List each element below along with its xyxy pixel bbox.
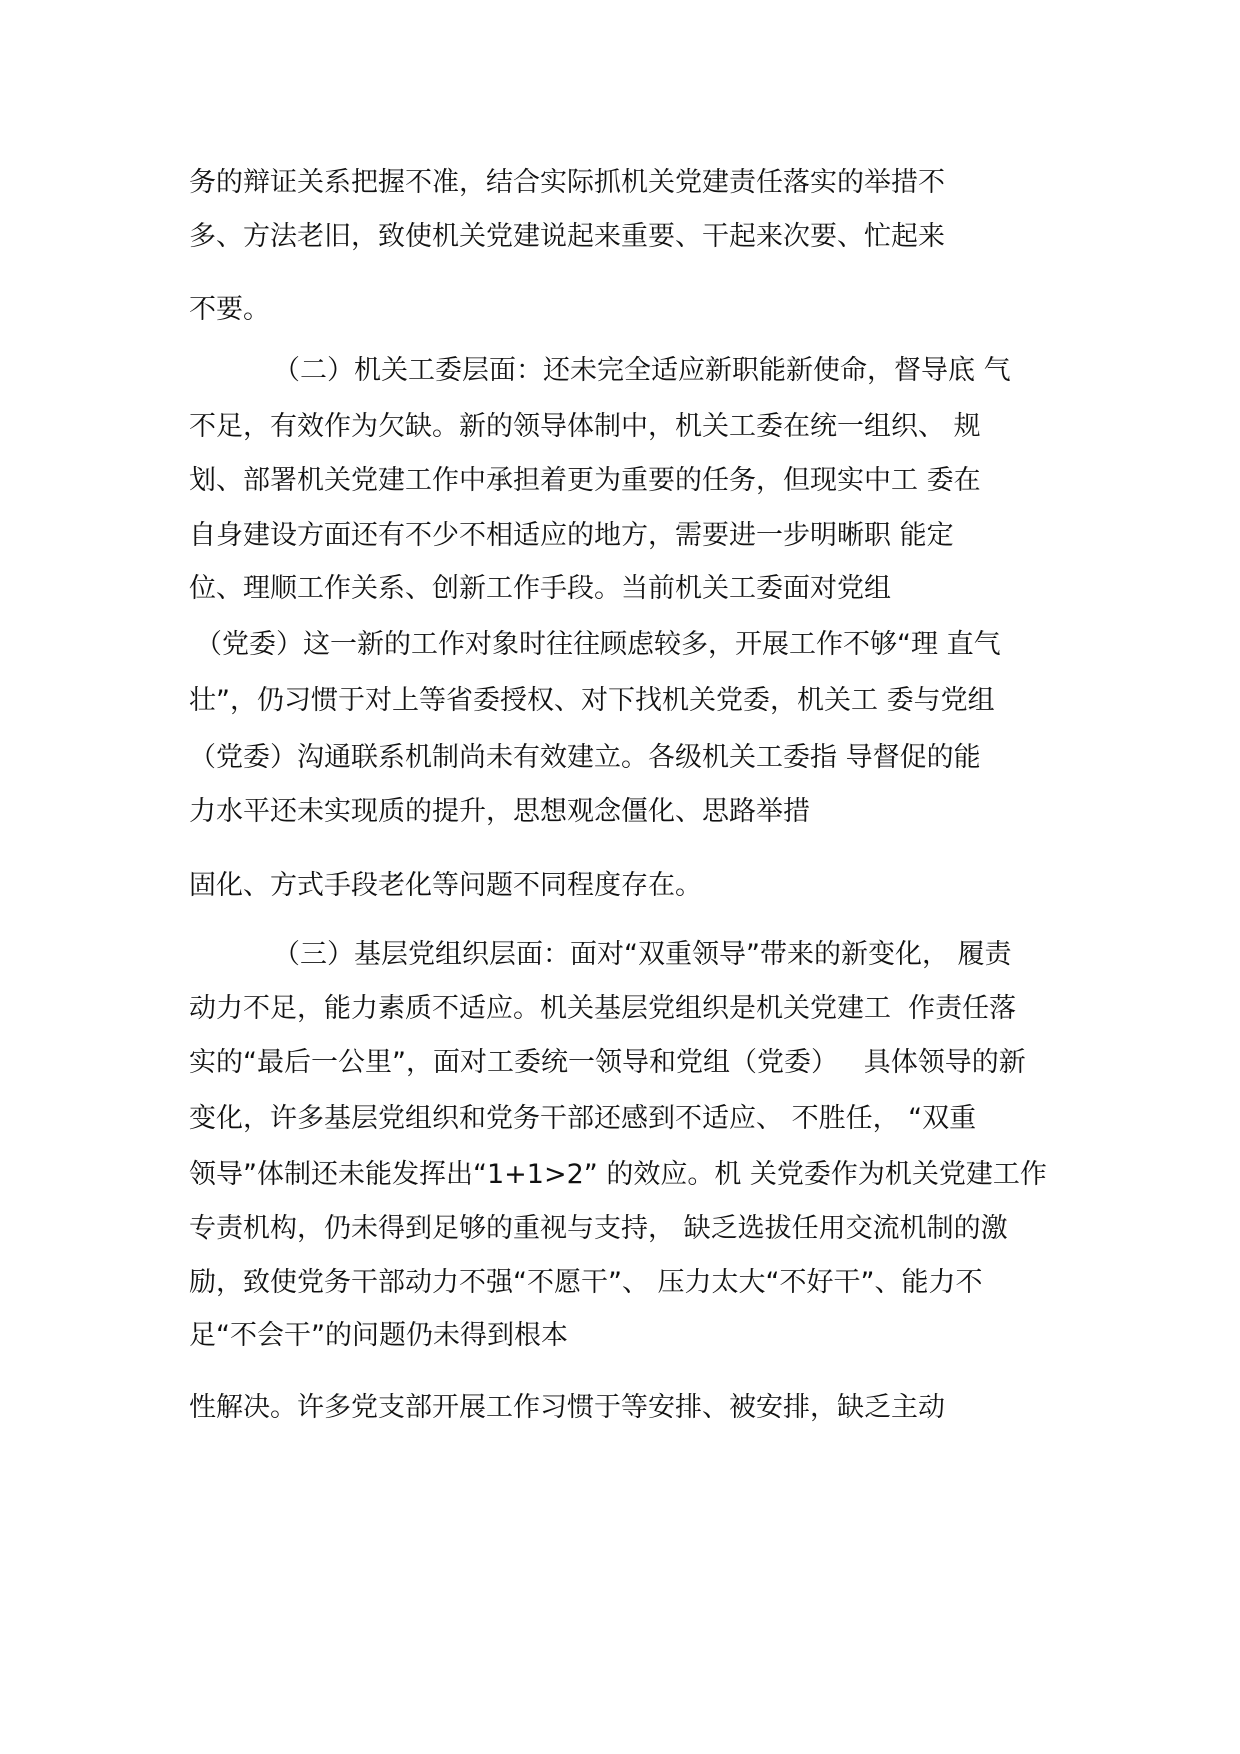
text-line: （党委）这一新的工作对象时往往顾虑较多，开展工作不够“理 直气: [195, 629, 1001, 660]
text-line: 不要。: [189, 294, 270, 325]
text-line: 不足，有效作为欠缺。新的领导体制中，机关工委在统一组织、 规: [189, 411, 981, 442]
text-line: 实的“最后一公里”，面对工委统一领导和党组（党委） 具体领导的新: [189, 1047, 1026, 1078]
text-line: 专责机构，仍未得到足够的重视与支持， 缺乏选拔任用交流机制的激: [189, 1213, 1008, 1244]
text-line: 领导”体制还未能发挥出“1+1>2” 的效应。机 关党委作为机关党建工作: [189, 1159, 1047, 1190]
text-line: 固化、方式手段老化等问题不同程度存在。: [189, 870, 702, 901]
text-line: 位、理顺工作关系、创新工作手段。当前机关工委面对党组: [189, 573, 891, 604]
text-line: 性解决。许多党支部开展工作习惯于等安排、被安排，缺乏主动: [189, 1392, 945, 1423]
text-line: 励，致使党务干部动力不强“不愿干”、 压力太大“不好干”、能力不: [189, 1267, 983, 1298]
text-line: 变化，许多基层党组织和党务干部还感到不适应、 不胜任， “双重: [189, 1103, 977, 1134]
section-heading-3: （三）基层党组织层面：面对“双重领导”带来的新变化， 履责: [273, 939, 1012, 970]
text-line: 壮”，仍习惯于对上等省委授权、对下找机关党委，机关工 委与党组: [189, 685, 995, 716]
section-heading-2: （二）机关工委层面：还未完全适应新职能新使命，督导底 气: [273, 355, 1011, 386]
text-line: 动力不足，能力素质不适应。机关基层党组织是机关党建工 作责任落: [189, 993, 1017, 1024]
text-line: 足“不会干”的问题仍未得到根本: [189, 1320, 568, 1351]
text-line: 力水平还未实现质的提升，思想观念僵化、思路举措: [189, 796, 810, 827]
text-line: 划、部署机关党建工作中承担着更为重要的任务，但现实中工 委在: [189, 465, 981, 496]
text-line: 自身建设方面还有不少不相适应的地方，需要进一步明晰职 能定: [189, 520, 954, 551]
text-line: 务的辩证关系把握不准，结合实际抓机关党建责任落实的举措不: [189, 167, 945, 198]
text-line: （党委）沟通联系机制尚未有效建立。各级机关工委指 导督促的能: [189, 742, 981, 773]
text-line: 多、方法老旧，致使机关党建说起来重要、干起来次要、忙起来: [189, 221, 945, 252]
